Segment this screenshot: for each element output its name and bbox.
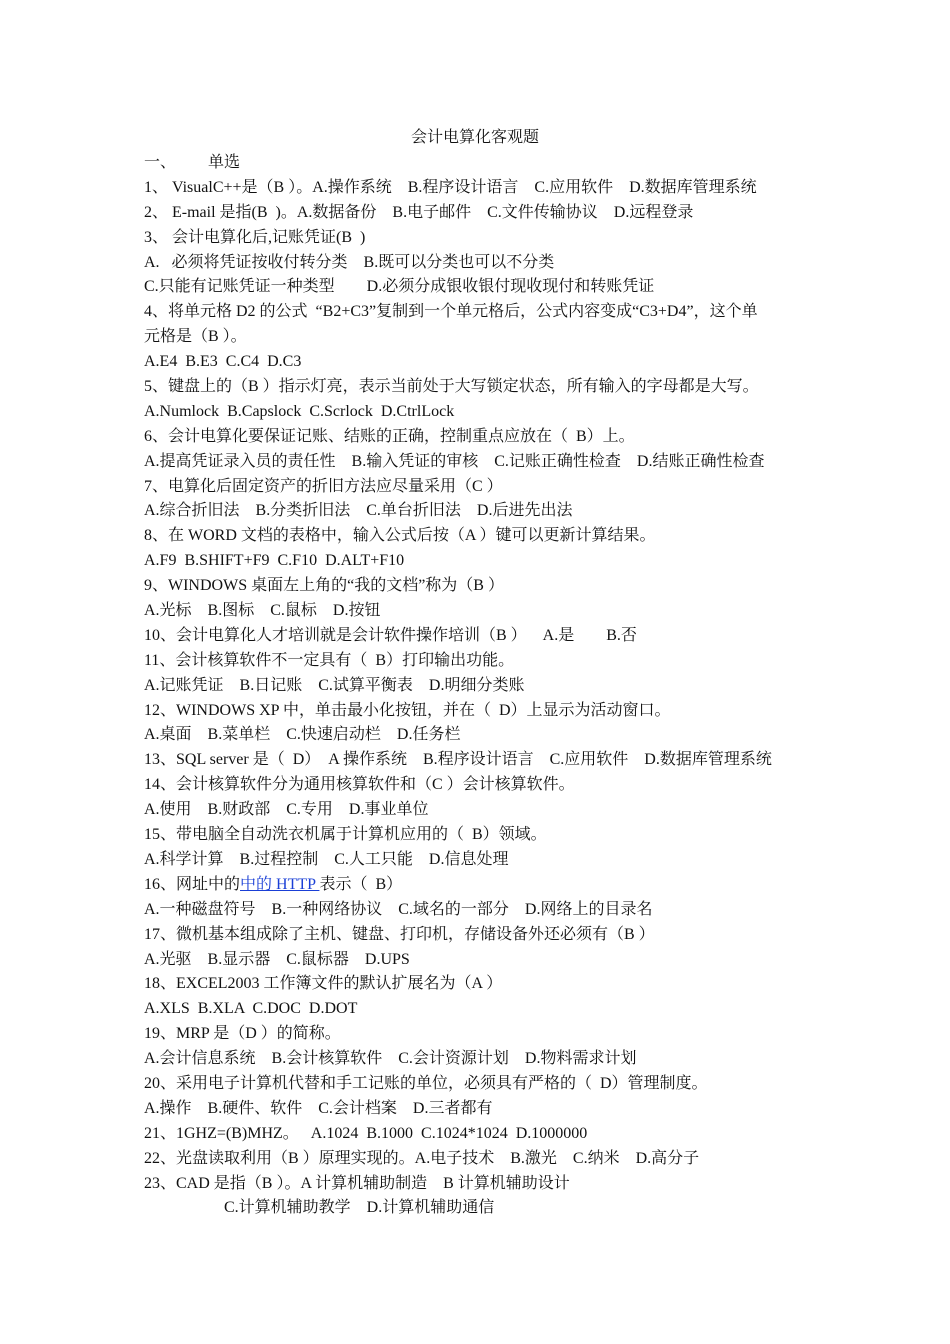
text-line: 7、电算化后固定资产的折旧方法应尽量采用（C ） bbox=[144, 477, 503, 495]
text-line: A.Numlock B.Capslock C.Scrlock D.CtrlLock bbox=[144, 402, 455, 420]
text-line: 10、会计电算化人才培训就是会计软件操作培训（B ） A.是 B.否 bbox=[144, 626, 637, 644]
text-line: 9、WINDOWS 桌面左上角的“我的文档”称为（B ） bbox=[144, 577, 504, 595]
text-line: A.F9 B.SHIFT+F9 C.F10 D.ALT+F10 bbox=[144, 552, 405, 570]
text-line: A.E4 B.E3 C.C4 D.C3 bbox=[144, 353, 302, 371]
text-line: 元格是（B ）。 bbox=[144, 328, 247, 346]
text-line: A.提高凭证录入员的责任性 B.输入凭证的审核 C.记账正确性检查 D.结账正确性检查 bbox=[144, 452, 765, 470]
text-line: 23、CAD 是指（B ）。A 计算机辅助制造 B 计算机辅助设计 bbox=[144, 1174, 570, 1192]
question-list bbox=[144, 151, 824, 1221]
text-line: A.一种磁盘符号 B.一种网络协议 C.域名的一部分 D.网络上的目录名 bbox=[144, 900, 653, 918]
text-line: A.操作 B.硬件、软件 C.会计档案 D.三者都有 bbox=[144, 1099, 493, 1117]
line-text-post: 表示（ B） bbox=[319, 875, 403, 893]
text-line: 12、WINDOWS XP 中，单击最小化按钮，并在（ D）上显示为活动窗口。 bbox=[144, 701, 671, 719]
text-line: 21、1GHZ=(B)MHZ。 A.1024 B.1000 C.1024*1024 D.1000000 bbox=[144, 1124, 588, 1142]
hyperlink[interactable]: 中的 HTTP bbox=[240, 875, 320, 893]
text-line: 22、光盘读取利用（B ）原理实现的。A.电子技术 B.激光 C.纳米 D.高分子 bbox=[144, 1149, 700, 1167]
text-line: 8、在 WORD 文档的表格中，输入公式后按（A ）键可以更新计算结果。 bbox=[144, 527, 656, 545]
text-line: A.使用 B.财政部 C.专用 D.事业单位 bbox=[144, 801, 429, 819]
text-line: 18、EXCEL2003 工作簿文件的默认扩展名为（A ） bbox=[144, 975, 503, 993]
text-line: A.记账凭证 B.日记账 C.试算平衡表 D.明细分类账 bbox=[144, 676, 525, 694]
text-line: 20、采用电子计算机代替和手工记账的单位，必须具有严格的（ D）管理制度。 bbox=[144, 1074, 708, 1092]
text-line: 11、会计核算软件不一定具有（ B）打印输出功能。 bbox=[144, 651, 515, 669]
text-line: A.桌面 B.菜单栏 C.快速启动栏 D.任务栏 bbox=[144, 726, 461, 744]
text-line: A.科学计算 B.过程控制 C.人工只能 D.信息处理 bbox=[144, 850, 509, 868]
text-line: A.综合折旧法 B.分类折旧法 C.单台折旧法 D.后进先出法 bbox=[144, 502, 573, 520]
text-line: A.XLS B.XLA C.DOC D.DOT bbox=[144, 1000, 358, 1018]
text-line: 5、键盘上的（B ）指示灯亮，表示当前处于大写锁定状态，所有输入的字母都是大写。 bbox=[144, 378, 759, 396]
document-title: 会计电算化客观题 bbox=[410, 129, 539, 146]
text-line: 一、 单选 bbox=[144, 154, 241, 171]
text-line bbox=[144, 873, 824, 898]
text-line: 2、 E-mail 是指(B )。A.数据备份 B.电子邮件 C.文件传输协议 D.远程登录 bbox=[144, 203, 694, 221]
text-line: C.只能有记账凭证一种类型 D.必须分成银收银付现收现付和转账凭证 bbox=[144, 278, 655, 296]
text-line: 4、将单元格 D2 的公式 “B2+C3”复制到一个单元格后，公式内容变成“C3+D4”，这个单 bbox=[144, 303, 758, 321]
text-line: A.光驱 B.显示器 C.鼠标器 D.UPS bbox=[144, 950, 410, 968]
text-line: A. 必须将凭证按收付转分类 B.既可以分类也可以不分类 bbox=[144, 253, 555, 271]
line-text-pre: 16、网址中的 bbox=[144, 875, 241, 893]
text-line: 14、会计核算软件分为通用核算软件和（C ）会计核算软件。 bbox=[144, 776, 575, 794]
text-line: A.光标 B.图标 C.鼠标 D.按钮 bbox=[144, 602, 381, 620]
text-line: A.会计信息系统 B.会计核算软件 C.会计资源计划 D.物料需求计划 bbox=[144, 1050, 637, 1068]
text-line: 6、会计电算化要保证记账、结账的正确，控制重点应放在（ B）上。 bbox=[144, 427, 635, 445]
text-line: 3、 会计电算化后,记账凭证(B ) bbox=[144, 228, 366, 246]
text-line: 1、 VisualC++是（B ）。A.操作系统 B.程序设计语言 C.应用软件 D.数据库管理系统 bbox=[144, 178, 757, 196]
text-line: 15、带电脑全自动洗衣机属于计算机应用的（ B）领域。 bbox=[144, 826, 547, 844]
text-line: 19、MRP 是（D ）的简称。 bbox=[144, 1025, 341, 1043]
text-line: 17、微机基本组成除了主机、键盘、打印机，存储设备外还必须有（B ） bbox=[144, 925, 655, 943]
text-line: 13、SQL server 是（ D） A 操作系统 B.程序设计语言 C.应用软件 D.数据库管理系统 bbox=[144, 751, 772, 769]
text-line: C.计算机辅助教学 D.计算机辅助通信 bbox=[224, 1199, 495, 1217]
